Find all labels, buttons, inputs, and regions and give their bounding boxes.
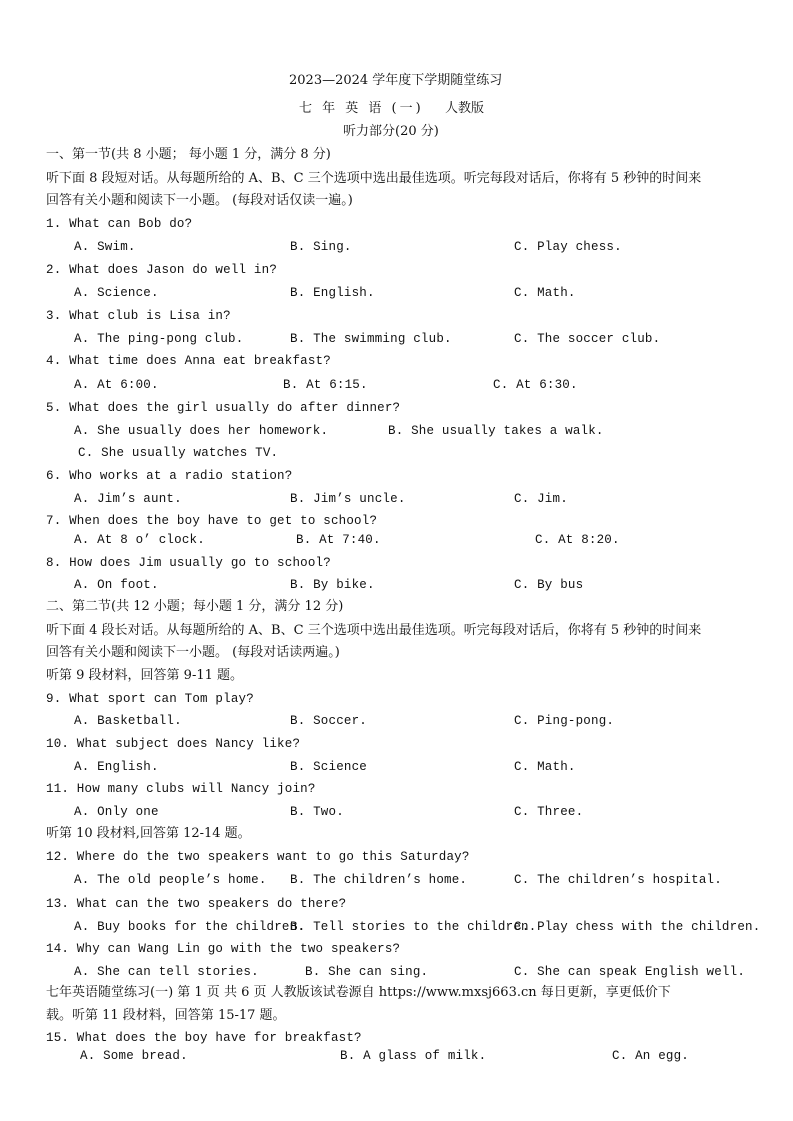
q10-option-a: A. English. (74, 760, 159, 774)
section2-heading: 二、第二节(共 12 小题；每小题 1 分，满分 12 分) (46, 599, 344, 614)
q15-option-c: C. An egg. (612, 1049, 690, 1063)
question-8: 8. How does Jim usually go to school? (46, 556, 331, 570)
question-5: 5. What does the girl usually do after dinner? (46, 401, 401, 415)
q5-option-c: C. She usually watches TV. (78, 446, 279, 460)
q9-option-b: B. Soccer. (290, 714, 368, 728)
q12-option-a: A. The old people’s home. (74, 873, 267, 887)
q4-option-c: C. At 6:30. (493, 378, 578, 392)
section1-instructions-1: 听下面 8 段短对话。从每题所给的 A、B、C 三个选项中选出最佳选项。听完每段对话后，你将有 5 秒钟的时间来 (46, 171, 702, 186)
question-10: 10. What subject does Nancy like? (46, 737, 301, 751)
q10-option-b: B. Science (290, 760, 368, 774)
q9-option-a: A. Basketball. (74, 714, 182, 728)
q3-option-a: A. The ping-pong club. (74, 332, 244, 346)
q11-option-a: A. Only one (74, 805, 159, 819)
question-14: 14. Why can Wang Lin go with the two speakers? (46, 942, 401, 956)
q11-option-c: C. Three. (514, 805, 584, 819)
exam-year-title: 2023—2024 学年度下学期随堂练习 (289, 73, 503, 88)
q15-option-b: B. A glass of milk. (340, 1049, 487, 1063)
question-3: 3. What club is Lisa in? (46, 309, 231, 323)
q11-option-b: B. Two. (290, 805, 344, 819)
q2-option-b: B. English. (290, 286, 375, 300)
question-9: 9. What sport can Tom play? (46, 692, 254, 706)
q7-option-c: C. At 8:20. (535, 533, 620, 547)
q8-option-a: A. On foot. (74, 578, 159, 592)
question-13: 13. What can the two speakers do there? (46, 897, 347, 911)
q4-option-b: B. At 6:15. (283, 378, 368, 392)
question-1: 1. What can Bob do? (46, 217, 193, 231)
q15-option-a: A. Some bread. (80, 1049, 188, 1063)
question-4: 4. What time does Anna eat breakfast? (46, 354, 331, 368)
exam-subject-title: 七 年 英 语 (一) (299, 101, 424, 116)
q1-option-c: C. Play chess. (514, 240, 622, 254)
q13-option-a: A. Buy books for the children. (74, 920, 306, 934)
q14-option-b: B. She can sing. (305, 965, 429, 979)
question-11: 11. How many clubs will Nancy join? (46, 782, 316, 796)
q7-option-b: B. At 7:40. (296, 533, 381, 547)
q2-option-a: A. Science. (74, 286, 159, 300)
section2-instructions-1: 听下面 4 段长对话。从每题所给的 A、B、C 三个选项中选出最佳选项。听完每段对话后，你将有 5 秒钟的时间来 (46, 623, 702, 638)
page-footer-source: 七年英语随堂练习(一) 第 1 页 共 6 页 人教版该试卷源自 https://www.mxsj663.cn 每日更新，享更低价下 (46, 985, 671, 1000)
q9-option-c: C. Ping-pong. (514, 714, 615, 728)
q1-option-a: A. Swim. (74, 240, 136, 254)
material-9-note: 听第 9 段材料，回答第 9-11 题。 (46, 668, 244, 683)
question-15: 15. What does the boy have for breakfast? (46, 1031, 362, 1045)
exam-edition: 人教版 (445, 101, 485, 116)
question-12: 12. Where do the two speakers want to go this Saturday? (46, 850, 470, 864)
q5-option-a: A. She usually does her homework. (74, 424, 329, 438)
q13-option-c: C. Play chess with the children. (514, 920, 761, 934)
q4-option-a: A. At 6:00. (74, 378, 159, 392)
listening-part-title: 听力部分(20 分) (343, 124, 439, 139)
material-11-note: 载。听第 11 段材料，回答第 15-17 题。 (46, 1008, 286, 1023)
question-6: 6. Who works at a radio station? (46, 469, 293, 483)
section1-heading: 一、第一节(共 8 小题； 每小题 1 分，满分 8 分) (46, 147, 331, 162)
material-10-note: 听第 10 段材料,回答第 12-14 题。 (46, 826, 251, 841)
q14-option-a: A. She can tell stories. (74, 965, 259, 979)
q5-option-b: B. She usually takes a walk. (388, 424, 604, 438)
q7-option-a: A. At 8 o’ clock. (74, 533, 205, 547)
q6-option-a: A. Jim’s aunt. (74, 492, 182, 506)
q14-option-c: C. She can speak English well. (514, 965, 746, 979)
q1-option-b: B. Sing. (290, 240, 352, 254)
question-2: 2. What does Jason do well in? (46, 263, 278, 277)
q6-option-c: C. Jim. (514, 492, 568, 506)
q3-option-c: C. The soccer club. (514, 332, 661, 346)
q2-option-c: C. Math. (514, 286, 576, 300)
question-7: 7. When does the boy have to get to school? (46, 514, 378, 528)
q8-option-c: C. By bus (514, 578, 584, 592)
q6-option-b: B. Jim’s uncle. (290, 492, 406, 506)
q13-option-b: B. Tell stories to the children. (290, 920, 537, 934)
section2-instructions-2: 回答有关小题和阅读下一小题。 (每段对话读两遍。) (46, 645, 340, 660)
q8-option-b: B. By bike. (290, 578, 375, 592)
section1-instructions-2: 回答有关小题和阅读下一小题。 (每段对话仅读一遍。) (46, 193, 353, 208)
q12-option-c: C. The children’s hospital. (514, 873, 722, 887)
q3-option-b: B. The swimming club. (290, 332, 452, 346)
q10-option-c: C. Math. (514, 760, 576, 774)
q12-option-b: B. The children’s home. (290, 873, 468, 887)
